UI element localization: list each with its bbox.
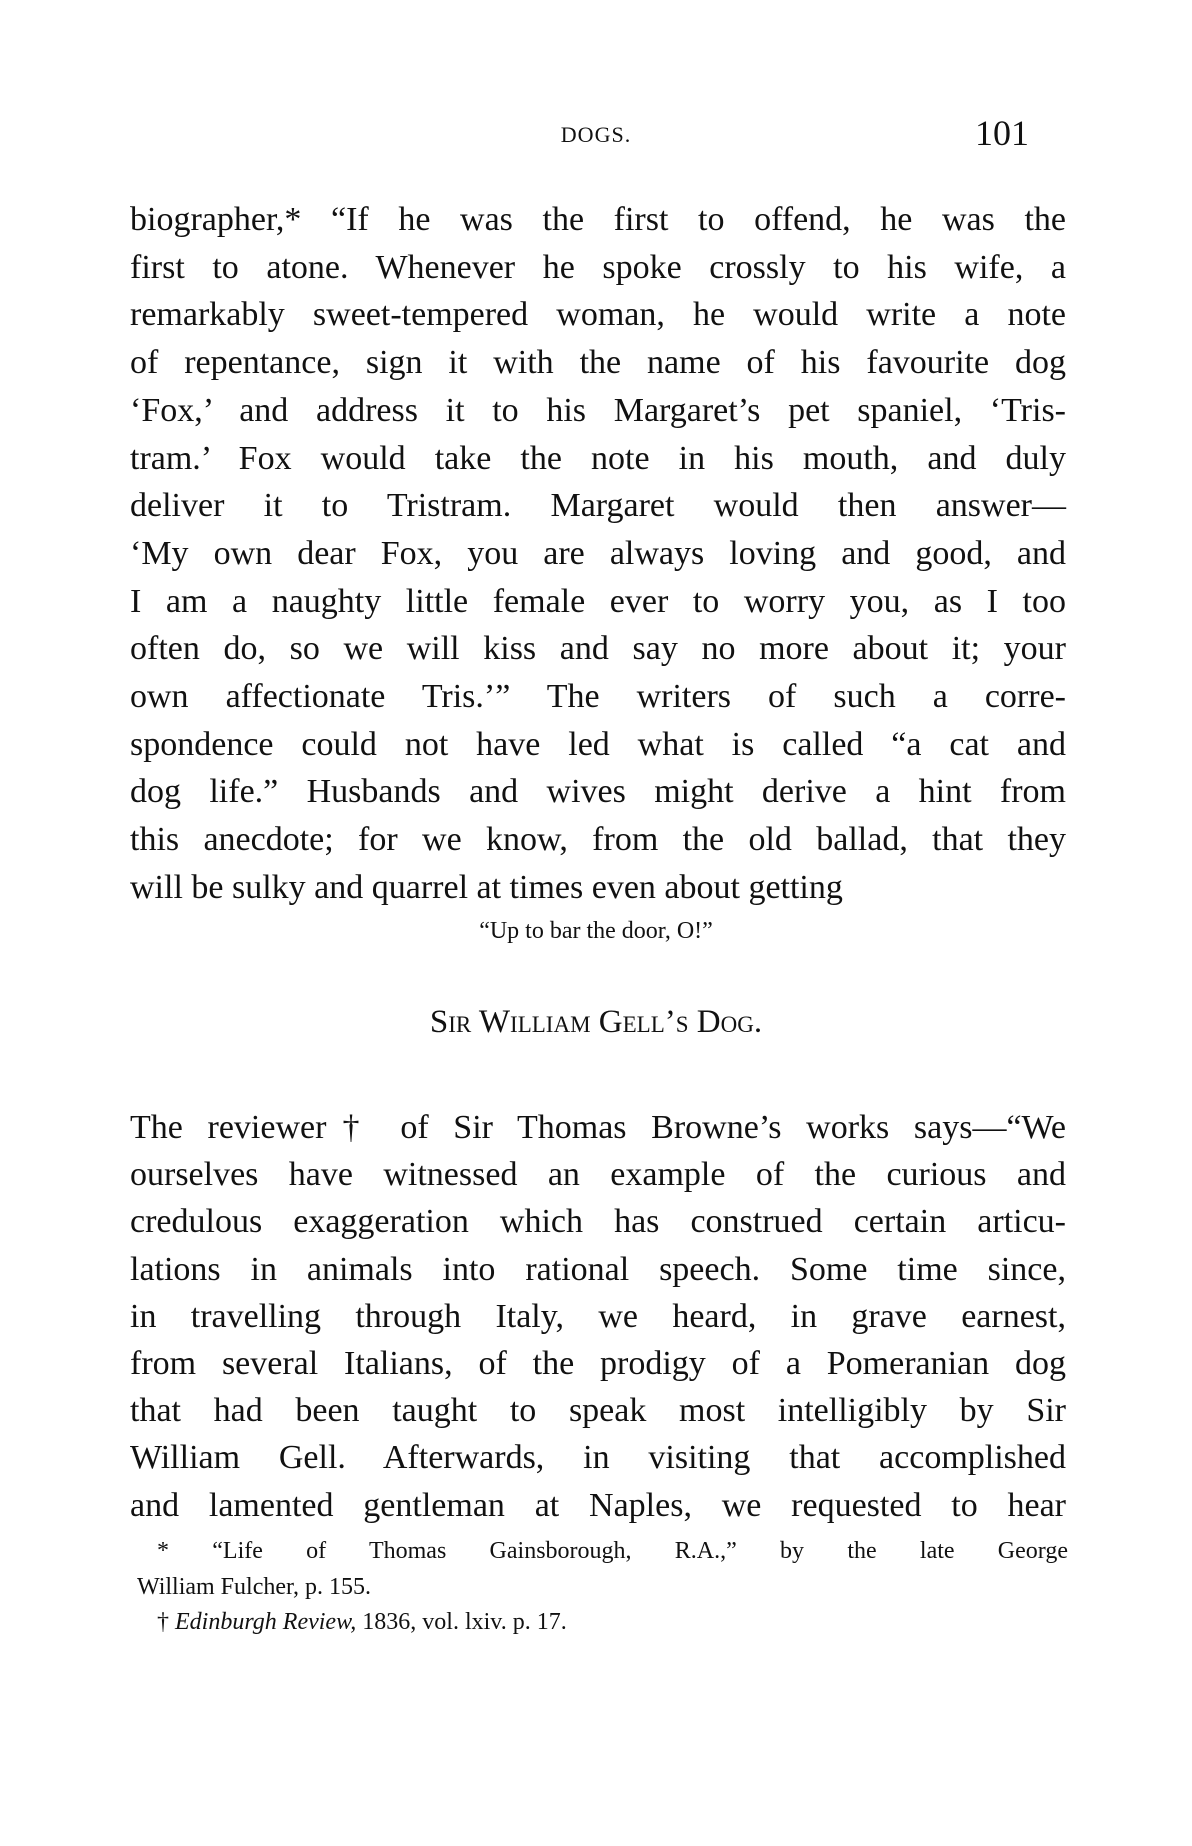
text-line: dog life.” Husbands and wives might derive a hint from bbox=[130, 773, 1066, 811]
footnote-1-line-1: * “Life of Thomas Gainsborough, R.A.,” by the late George bbox=[157, 1538, 1068, 1564]
text-line: lations in animals into rational speech. Some time since, bbox=[130, 1250, 1066, 1288]
text-line: William Gell. Afterwards, in visiting that accomplished bbox=[130, 1439, 1066, 1477]
footnote-2 bbox=[157, 1607, 567, 1637]
footnote-2-citation: 1836, vol. lxiv. p. 17. bbox=[356, 1609, 567, 1635]
text-line: credulous exaggeration which has construed certain articu- bbox=[130, 1203, 1066, 1241]
text-line: and lamented gentleman at Naples, we requested to hear bbox=[130, 1486, 1066, 1524]
text-line: ‘Fox,’ and address it to his Margaret’s pet spaniel, ‘Tris- bbox=[130, 391, 1066, 429]
text-line: I am a naughty little female ever to worry you, as I too bbox=[130, 582, 1066, 620]
verse-quote: “Up to bar the door, O!” bbox=[479, 918, 713, 944]
text-line: deliver it to Tristram. Margaret would then answer— bbox=[130, 487, 1066, 525]
text-line: first to atone. Whenever he spoke crossly to his wife, a bbox=[130, 248, 1066, 286]
section-heading: Sir William Gell’s Dog. bbox=[429, 1004, 763, 1040]
text-line: this anecdote; for we know, from the old ballad, that they bbox=[130, 821, 1066, 859]
text-line: biographer,* “If he was the first to offend, he was the bbox=[130, 201, 1066, 238]
text-line: The reviewer† of Sir Thomas Browne’s works says—“We bbox=[130, 1109, 1066, 1146]
text-line: often do, so we will kiss and say no more about it; your bbox=[130, 630, 1066, 668]
footnote-1-line-2: William Fulcher, p. 155. bbox=[137, 1574, 372, 1600]
text-line: tram.’ Fox would take the note in his mouth, and duly bbox=[130, 439, 1066, 477]
text-line: that had been taught to speak most intelligibly by Sir bbox=[130, 1392, 1066, 1430]
running-title: DOGS. bbox=[560, 122, 632, 147]
text-line: will be sulky and quarrel at times even about getting bbox=[130, 868, 843, 906]
text-line: spondence could not have led what is called “a cat and bbox=[130, 725, 1066, 763]
text-line: own affectionate Tris.’” The writers of such a corre- bbox=[130, 678, 1066, 715]
text-line: from several Italians, of the prodigy of a Pomeranian dog bbox=[130, 1345, 1066, 1382]
text-line: of repentance, sign it with the name of his favourite dog bbox=[130, 344, 1066, 382]
text-line: in travelling through Italy, we heard, in grave earnest, bbox=[130, 1297, 1066, 1335]
dagger-mark: † bbox=[157, 1609, 175, 1635]
text-line: ourselves have witnessed an example of the curious and bbox=[130, 1156, 1066, 1194]
text-line: remarkably sweet-tempered woman, he would write a note bbox=[130, 296, 1066, 334]
page-number: 101 bbox=[975, 113, 1029, 153]
footnote-2-title: Edinburgh Review, bbox=[175, 1609, 357, 1635]
text-line: ‘My own dear Fox, you are always loving and good, and bbox=[130, 534, 1066, 572]
